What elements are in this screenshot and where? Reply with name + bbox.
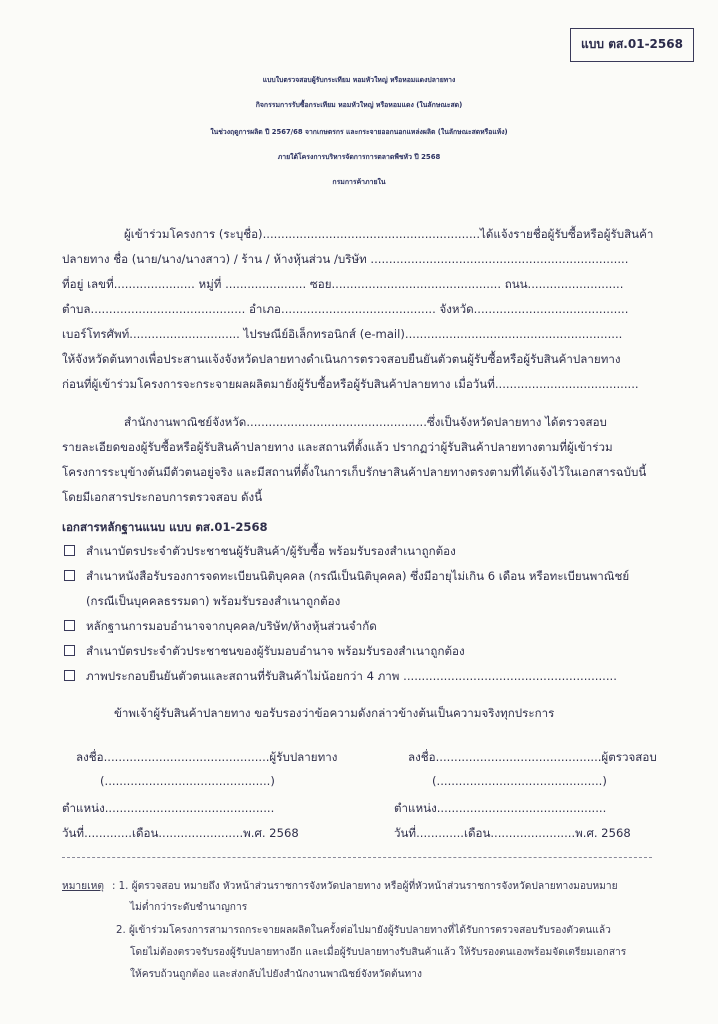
coordinate-line: ให้จังหวัดต้นทางเพื่อประสานแจ้งจังหวัดปลายทางดำเนินการตรวจสอบยืนยันตัวตนผู้รับซื้อหรือผู้รับสินค้าปลายทาง	[62, 352, 621, 366]
date-request-line: ก่อนที่ผู้เข้าร่วมโครงการจะกระจายผลผลิตมายังผู้รับซื้อหรือผู้รับสินค้าปลายทาง เมื่อวันที่.......................................	[62, 377, 639, 391]
form-code-box: แบบ ตส.01-2568	[570, 28, 694, 62]
note-1-cont: ไม่ต่ำกว่าระดับชำนาญการ	[130, 902, 248, 913]
certification-statement: ข้าพเจ้าผู้รับสินค้าปลายทาง ขอรับรองว่าข้อความดังกล่าวข้างต้นเป็นความจริงทุกประการ	[114, 706, 555, 720]
evidence-heading: เอกสารหลักฐานแนบ แบบ ตส.01-2568	[62, 520, 268, 534]
checkbox-photos[interactable]	[64, 670, 75, 681]
inspector-position: ตำแหน่ง..............................................	[394, 801, 607, 815]
form-subtitle-project: ภายใต้โครงการบริหารจัดการการตลาดพืชหัว ปี 2568	[277, 153, 441, 161]
inspection-line-2: โครงการระบุข้างต้นมีตัวตนอยู่จริง และมีสถานที่ตั้งในการเก็บรักษาสินค้าปลายทางตรงตามที่ได้แจ้งไว้ในเอกสารฉบับนี้	[62, 465, 647, 479]
form-subtitle-season: ในช่วงฤดูการผลิต ปี 2567/68 จากเกษตรกร และกระจายออกนอกแหล่งผลิต (ในลักษณะสดหรือแห้ง)	[210, 128, 508, 136]
checklist-power-of-attorney: หลักฐานการมอบอำนาจจากบุคคล/บริษัท/ห้างหุ้นส่วนจำกัด	[86, 619, 377, 633]
inspector-date: วันที่.............เดือน.......................พ.ศ. 2568	[394, 826, 631, 840]
destination-name-line: ปลายทาง ชื่อ (นาย/นาง/นางสาว) / ร้าน / ห้างหุ้นส่วน /บริษัท ......................................................................	[62, 252, 629, 266]
note-2-cont-2: ให้ครบถ้วนถูกต้อง และส่งกลับไปยังสำนักงานพาณิชย์จังหวัดต้นทาง	[130, 969, 422, 980]
checkbox-registration[interactable]	[64, 570, 75, 581]
divider	[62, 857, 652, 858]
checklist-registration: สำเนาหนังสือรับรองการจดทะเบียนนิติบุคคล (กรณีเป็นนิติบุคคล) ซึ่งมีอายุไม่เกิน 6 เดือน หรือทะเบียนพาณิชย์	[86, 569, 630, 583]
note-label: หมายเหตุ	[62, 881, 104, 892]
contact-line: เบอร์โทรศัพท์.............................. ไปรษณีย์อิเล็กทรอนิกส์ (e-mail)...........................................................	[62, 327, 623, 341]
checklist-photos: ภาพประกอบยืนยันตัวตนและสถานที่รับสินค้าไม่น้อยกว่า 4 ภาพ ..........................................................	[86, 669, 617, 683]
form-subtitle-activity: กิจกรรมการรับซื้อกระเทียม หอมหัวใหญ่ หรือหอมแดง (ในลักษณะสด)	[255, 101, 463, 109]
note-2-cont-1: โดยไม่ต้องตรวจรับรองผู้รับปลายทางอีก และเมื่อผู้รับปลายทางรับสินค้าแล้ว ให้รับรองตนเองพร้อมจัดเตรียมเอกสาร	[130, 947, 627, 958]
checklist-id-card: สำเนาบัตรประจำตัวประชาชนผู้รับสินค้า/ผู้รับซื้อ พร้อมรับรองสำเนาถูกต้อง	[86, 544, 456, 558]
commerce-office-line: สำนักงานพาณิชย์จังหวัด.................................................ซึ่งเป็นจังหวัดปลายทาง ได้ตรวจสอบ	[124, 415, 607, 429]
inspection-line-1: รายละเอียดของผู้รับซื้อหรือผู้รับสินค้าปลายทาง และสถานที่ตั้งแล้ว ปรากฏว่าผู้รับสินค้าปลายทางตามที่ผู้เข้าร่วม	[62, 440, 613, 454]
checklist-registration-cont: (กรณีเป็นบุคคลธรรมดา) พร้อมรับรองสำเนาถูกต้อง	[86, 594, 341, 608]
note-2: 2. ผู้เข้าร่วมโครงการสามารถกระจายผลผลิตในครั้งต่อไปมายังผู้รับปลายทางที่ได้รับการตรวจสอบรับรองตัวตนแล้ว	[116, 925, 611, 936]
form-title: แบบใบตรวจสอบผู้รับกระเทียม หอมหัวใหญ่ หรือหอมแดงปลายทาง	[262, 76, 456, 84]
form-subtitle-department: กรมการค้าภายใน	[332, 178, 386, 186]
checkbox-power-of-attorney[interactable]	[64, 620, 75, 631]
receiver-date: วันที่.............เดือน.......................พ.ศ. 2568	[62, 826, 299, 840]
receiver-position: ตำแหน่ง..............................................	[62, 801, 275, 815]
signature-inspector: ลงชื่อ.............................................ผู้ตรวจสอบ	[408, 750, 657, 764]
participant-line: ผู้เข้าร่วมโครงการ (ระบุชื่อ)...........................................................ได้แจ้งรายชื่อผู้รับซื้อหรือผู้รับสินค้า	[124, 227, 654, 241]
signature-receiver: ลงชื่อ.............................................ผู้รับปลายทาง	[76, 750, 338, 764]
checkbox-attorney-id[interactable]	[64, 645, 75, 656]
receiver-name: (.............................................)	[100, 774, 275, 788]
inspector-name: (.............................................)	[432, 774, 607, 788]
subdistrict-line: ตำบล.......................................... อำเภอ.......................................... จังหวัด..........................................	[62, 302, 629, 316]
inspection-line-3: โดยมีเอกสารประกอบการตรวจสอบ ดังนี้	[62, 490, 263, 504]
checkbox-id-card[interactable]	[64, 545, 75, 556]
address-line: ที่อยู่ เลขที่...................... หมู่ที่ ...................... ซอย.............................................. ถนน..........................	[62, 277, 624, 291]
checklist-attorney-id: สำเนาบัตรประจำตัวประชาชนของผู้รับมอบอำนาจ พร้อมรับรองสำเนาถูกต้อง	[86, 644, 465, 658]
note-1: : 1. ผู้ตรวจสอบ หมายถึง หัวหน้าส่วนราชการจังหวัดปลายทาง หรือผู้ที่หัวหน้าส่วนราชการจังหวัดปลายทางมอบหมาย	[112, 881, 618, 892]
